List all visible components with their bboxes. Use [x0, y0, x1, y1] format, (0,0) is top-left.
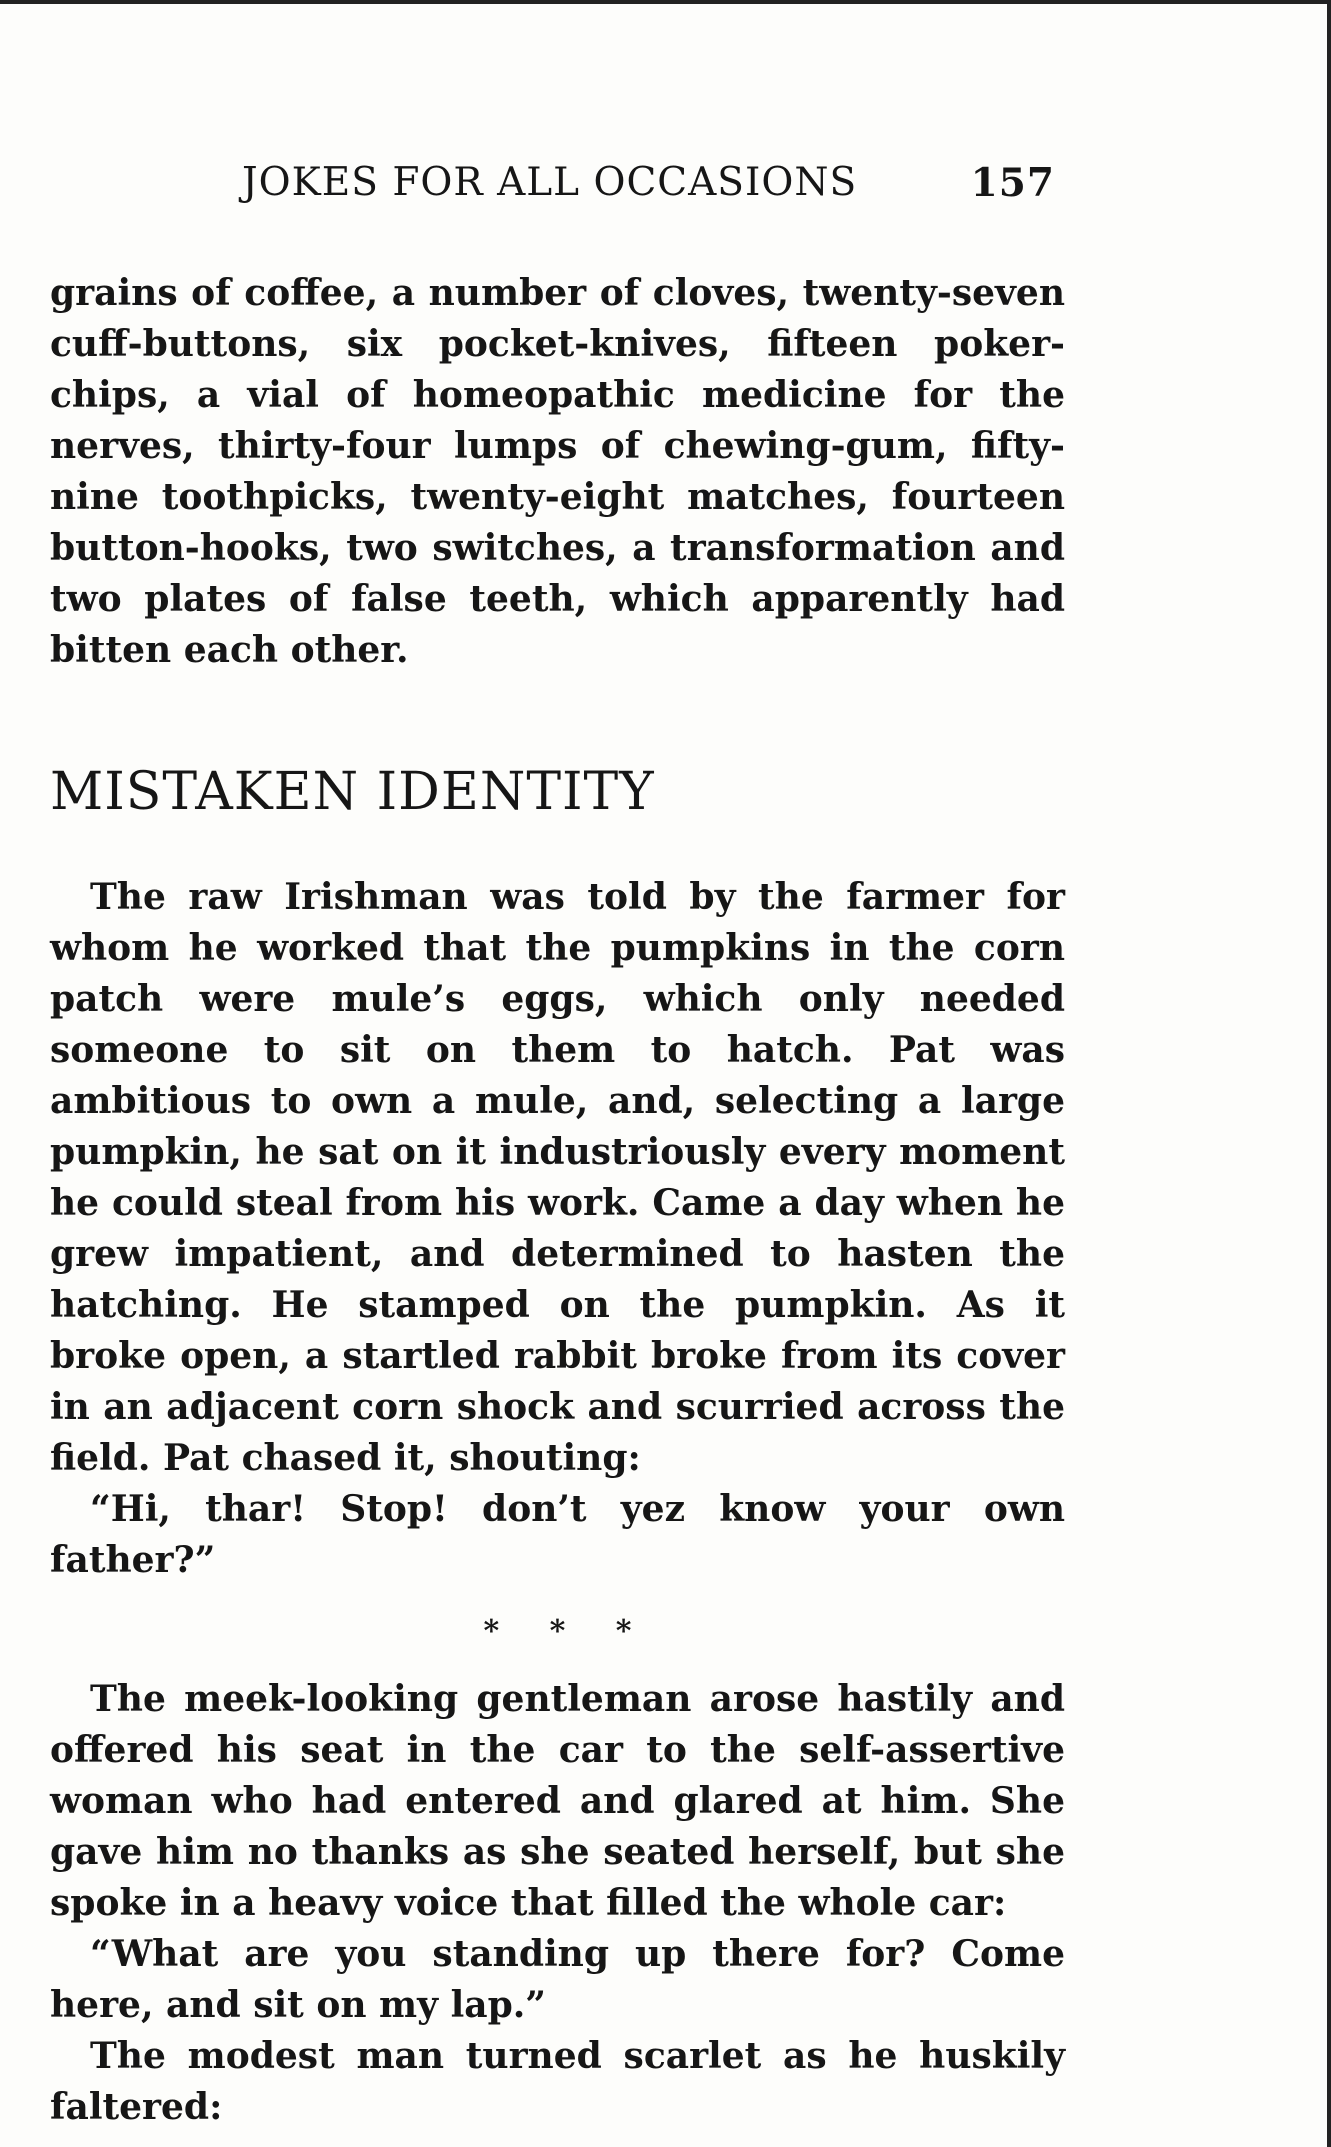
- page-number: 157: [970, 160, 1055, 206]
- book-page: [50, 160, 1065, 2133]
- running-head-title: JOKES FOR ALL OCCASIONS: [242, 160, 858, 205]
- quote-2: “What are you standing up there for? Come here, and sit on my lap.”: [50, 1933, 1065, 2026]
- quote-1: “Hi, thar! Stop! don’t yez know your own father?”: [50, 1488, 1065, 1581]
- running-head: [50, 160, 1065, 220]
- paragraph-2: The meek-looking gentleman arose hastily and offered his seat in the car to the self-assertive woman who had entered and glared at him. She gave him no thanks as she seated herself, but she spoke in a heavy voice that filled the whole car:: [50, 1678, 1065, 1924]
- paragraph-3: The modest man turned scarlet as he huskily faltered:: [50, 2035, 1065, 2128]
- scan-right-edge: [1327, 0, 1331, 2147]
- scan-top-edge: [0, 0, 1331, 4]
- section-heading: MISTAKEN IDENTITY: [50, 762, 655, 822]
- section-separator: * * *: [483, 1614, 632, 1649]
- paragraph-1: The raw Irishman was told by the farmer for whom he worked that the pumpkins in the corn patch were mule’s eggs, which only needed someone to sit on them to hatch. Pat was ambitious to own a mule, and, selecting a large pumpkin, he sat on it industriously every moment he could steal from his work. Came a day when he grew impatient, and determined to hasten the hatching. He stamped on the pumpkin. As it broke open, a startled rabbit broke from its cover in an adjacent corn shock and scurried across the field. Pat chased it, shouting:: [50, 876, 1065, 1479]
- continued-paragraph: grains of coffee, a number of cloves, twenty-seven cuff-buttons, six pocket-knives, fifteen poker-chips, a vial of homeopathic medicine for the nerves, thirty-four lumps of chewing-gum, fifty-nine toothpicks, twenty-eight matches, fourteen button-hooks, two switches, a transformation and two plates of false teeth, which apparently had bitten each other.: [50, 272, 1065, 671]
